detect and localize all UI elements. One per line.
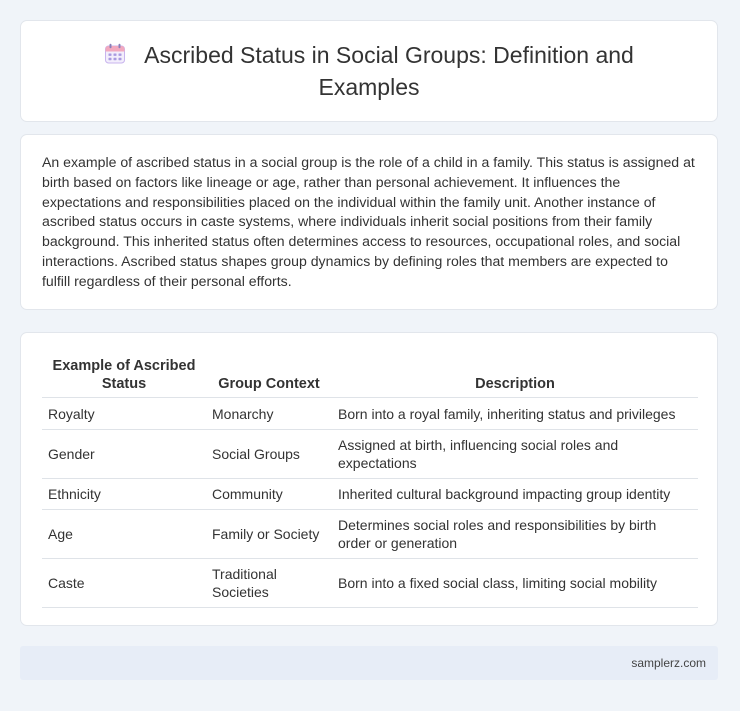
cell-group-context: Family or Society bbox=[206, 510, 332, 559]
cell-group-context: Social Groups bbox=[206, 430, 332, 479]
cell-description: Determines social roles and responsibilities by birth order or generation bbox=[332, 510, 698, 559]
table-row bbox=[42, 479, 698, 510]
table-row bbox=[42, 510, 698, 559]
title-card bbox=[20, 20, 718, 122]
cell-example: Royalty bbox=[42, 398, 206, 430]
page-title-wrap bbox=[69, 40, 669, 102]
cell-description: Born into a royal family, inheriting status and privileges bbox=[332, 398, 698, 430]
cell-example: Caste bbox=[42, 559, 206, 608]
intro-paragraph: An example of ascribed status in a social group is the role of a child in a family. This status is assigned at birth based on factors like lineage or age, rather than personal achievement. It influences the expectations and responsibilities placed on the individual within the family unit. Another instance of ascribed status occurs in caste systems, where individuals inherit social positions from their family background. This inherited status often determines access to resources, occupational roles, and social interactions. Ascribed status shapes group dynamics by defining roles that members are expected to fulfill regardless of their personal efforts. bbox=[42, 154, 695, 289]
footer-brand[interactable]: samplerz.com bbox=[631, 656, 706, 670]
cell-description: Assigned at birth, influencing social roles and expectations bbox=[332, 430, 698, 479]
cell-group-context: Monarchy bbox=[206, 398, 332, 430]
page-title: Ascribed Status in Social Groups: Definition and Examples bbox=[144, 42, 634, 100]
table-header-row bbox=[42, 351, 698, 398]
cell-example: Ethnicity bbox=[42, 479, 206, 510]
cell-description: Born into a fixed social class, limiting social mobility bbox=[332, 559, 698, 608]
table-row bbox=[42, 430, 698, 479]
cell-description: Inherited cultural background impacting group identity bbox=[332, 479, 698, 510]
table-row bbox=[42, 398, 698, 430]
cell-group-context: Community bbox=[206, 479, 332, 510]
table-row bbox=[42, 559, 698, 608]
ascribed-status-table bbox=[42, 351, 698, 608]
header-example: Example of Ascribed Status bbox=[42, 351, 206, 398]
header-group-context: Group Context bbox=[206, 351, 332, 398]
footer-bar bbox=[20, 646, 718, 680]
calendar-icon bbox=[104, 42, 126, 72]
cell-example: Age bbox=[42, 510, 206, 559]
header-description: Description bbox=[332, 351, 698, 398]
cell-group-context: Traditional Societies bbox=[206, 559, 332, 608]
intro-card bbox=[20, 134, 718, 310]
table-card bbox=[20, 332, 718, 626]
cell-example: Gender bbox=[42, 430, 206, 479]
